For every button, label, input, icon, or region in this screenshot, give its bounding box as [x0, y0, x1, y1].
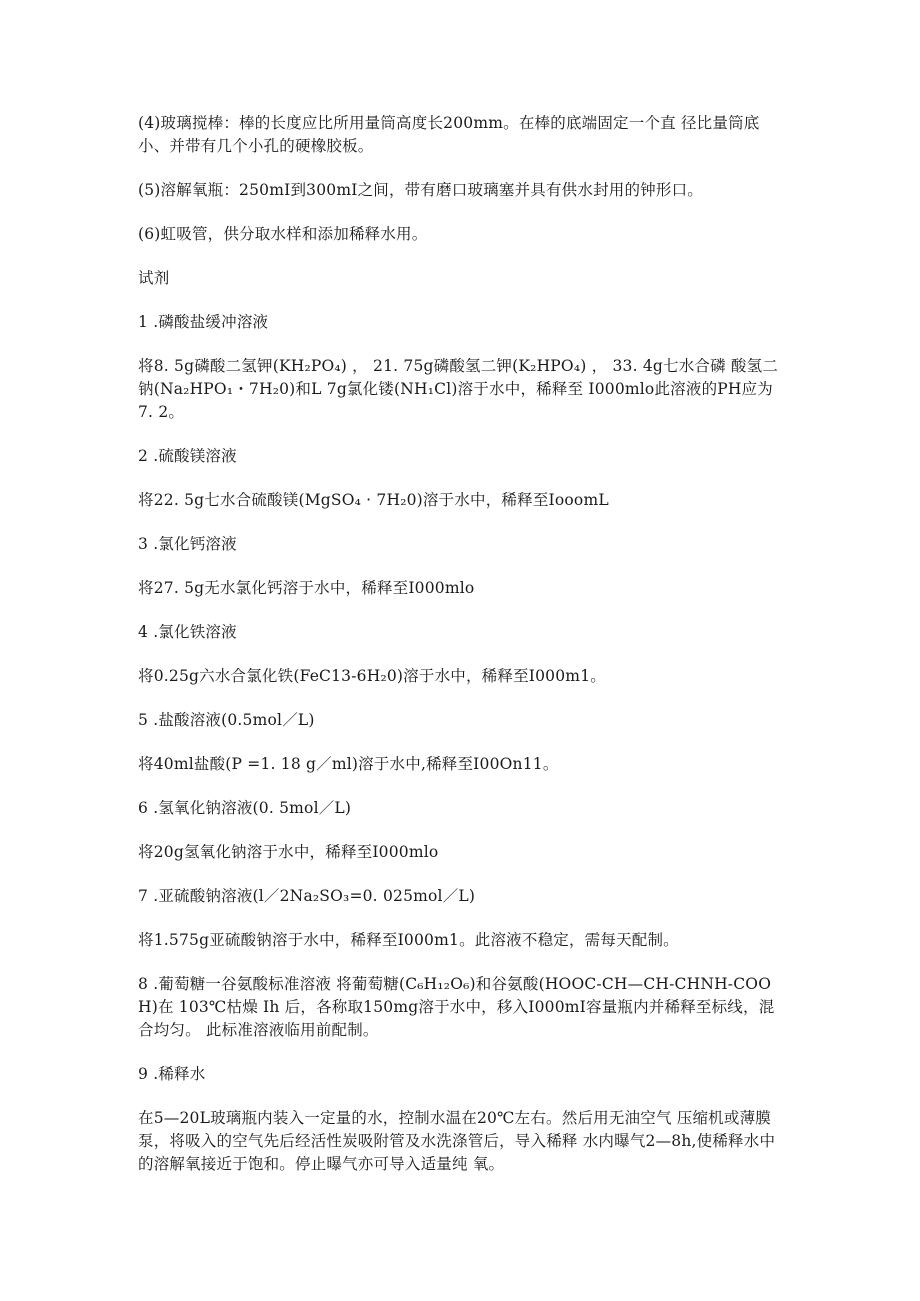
paragraph-hydrochloric-acid: 将40ml盐酸(P =1. 18 g／ml)溶于水中,稀释至I00On11。	[138, 755, 559, 773]
paragraph-dissolved-oxygen-bottle: (5)溶解氧瓶：250mI到300mI之间，带有磨口玻璃塞并具有供水封用的钟形口。	[138, 181, 703, 199]
heading-sodium-hydroxide: 6 .氢氧化钠溶液(0. 5mol／L)	[138, 799, 352, 817]
heading-magnesium-sulfate: 2 .硫酸镁溶液	[138, 447, 237, 465]
paragraph-magnesium-sulfate: 将22. 5g七水合硫酸镁(MgSO₄ · 7H₂0)溶于水中，稀释至IooomL	[138, 491, 609, 509]
paragraph-sodium-sulfite: 将1.575g亚硫酸钠溶于水中，稀释至I000m1。此溶液不稳定，需每天配制。	[138, 931, 679, 949]
paragraph-siphon-tube: (6)虹吸管，供分取水样和添加稀释水用。	[138, 225, 428, 243]
heading-dilution-water: 9 .稀释水	[138, 1065, 206, 1083]
document-body	[138, 112, 780, 1197]
paragraph-ferric-chloride: 将0.25g六水合氯化铁(FeC13-6H₂0)溶于水中，稀释至I000m1。	[138, 667, 606, 685]
heading-sodium-sulfite: 7 .亚硫酸钠溶液(l／2Na₂SO₃=0. 025mol／L)	[138, 887, 476, 905]
paragraph-calcium-chloride: 将27. 5g无水氯化钙溶于水中，稀释至I000mlo	[138, 579, 475, 597]
paragraph-phosphate-buffer: 将8. 5g磷酸二氢钾(KH₂PO₄) ， 21. 75g磷酸氢二钾(K₂HPO₄) ， 33. 4g七水合磷 酸氢二钠(Na₂HPO₁・7H₂0)和L 7g氯化镂(NH₁Cl)溶于水中，稀释至 I000mlo此溶液的PH应为7. 2。	[138, 357, 779, 421]
paragraph-glucose-glutamic-standard: 8 .葡萄糖一谷氨酸标准溶液 将葡萄糖(C₆H₁₂O₆)和谷氨酸(HOOC-CH—CH-CHNH-COOH)在 103℃枯燥 Ih 后，各称取150mg溶于水中，移入I000mI容量瓶内并稀释至标线，混合均匀。 此标准溶液临用前配制。	[138, 975, 775, 1039]
paragraph-dilution-water: 在5—20L玻璃瓶内装入一定量的水，控制水温在20℃左右。然后用无油空气 压缩机或薄膜泵，将吸入的空气先后经活性炭吸附管及水洗涤管后，导入稀释 水内曝气2—8h,使稀释水中的溶解氧接近于饱和。停止曝气亦可导入适量纯 氧。	[138, 1109, 776, 1173]
section-heading-reagents: 试剂	[138, 269, 170, 287]
heading-phosphate-buffer: 1 .磷酸盐缓冲溶液	[138, 313, 269, 331]
heading-hydrochloric-acid: 5 .盐酸溶液(0.5mol／L)	[138, 711, 315, 729]
paragraph-sodium-hydroxide: 将20g氢氧化钠溶于水中，稀释至I000mlo	[138, 843, 439, 861]
heading-calcium-chloride: 3 .氯化钙溶液	[138, 535, 237, 553]
heading-ferric-chloride: 4 .氯化铁溶液	[138, 623, 237, 641]
paragraph-glass-stirring-rod: (4)玻璃搅棒：棒的长度应比所用量筒高度长200mm。在棒的底端固定一个直 径比量筒底小、并带有几个小孔的硬橡胶板。	[138, 114, 760, 155]
